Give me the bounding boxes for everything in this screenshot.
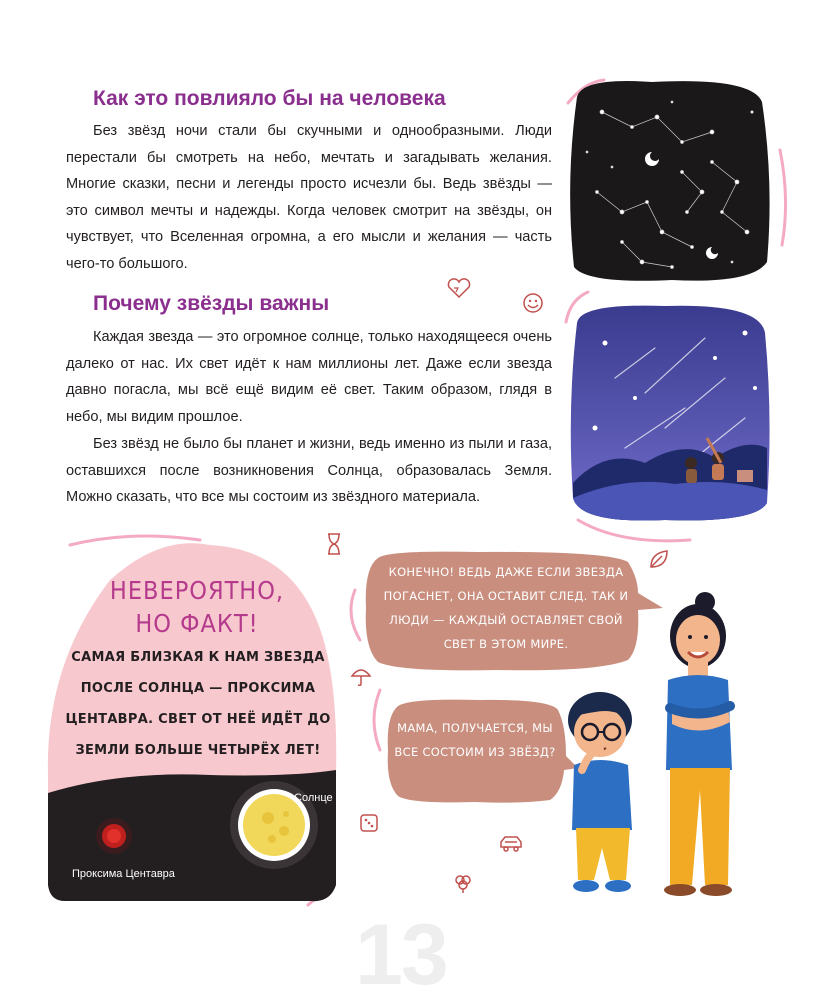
heart-doodle-icon [446,276,472,300]
car-icon [498,832,524,854]
paragraph-stars-and-life: Без звёзд не было бы планет и жизни, ведь именно из пыли и газа, оставшихся после возникновения Солнца, образовалась Земля. Можно сказать, что все мы состоим из звёздного материала. [66,436,552,505]
clover-icon [452,872,474,894]
sun-label: Солнце [294,792,333,804]
fact-title-line1: НЕВЕРОЯТНО, [109,576,285,605]
smiley-icon [522,292,544,314]
mother-speech-text: КОНЕЧНО! ВЕДЬ ДАЖЕ ЕСЛИ ЗВЕЗДА ПОГАСНЕТ, ОНА ОСТАВИТ СЛЕД. ТАК И ЛЮДИ — КАЖДЫЙ ОСТАВЛЯЕТ СВОЙ СВЕТ В ЭТОМ МИРЕ. [383,565,629,651]
child-speech-text: МАМА, ПОЛУЧАЕТСЯ, МЫ ВСЕ СОСТОИМ ИЗ ЗВЁЗД? [394,721,556,759]
proxima-label: Проксима Центавра [72,868,175,880]
heading-how-it-affects: Как это повлияло бы на человека [93,87,446,110]
paragraph-how-it-affects: Без звёзд ночи стали бы скучными и однообразными. Люди перестали бы смотреть на небо, мечтать и загадывать желания. Многие сказки, песни и легенды просто исчезли бы. Ведь звёзды — это символ мечты и надежды. Когда человек смотрит на звёзды, он чувствует, что Вселенная огромна, а его мысли и желания — часть чего-то большого. [66,123,552,272]
shooting-stars-illustration [565,298,775,528]
heading-why-stars-matter: Почему звёзды важны [93,292,330,315]
fact-title [52,574,342,640]
page-number: 13 [355,907,447,1003]
fact-text: САМАЯ БЛИЗКАЯ К НАМ ЗВЕЗДА ПОСЛЕ СОЛНЦА — ПРОКСИМА ЦЕНТАВРА. СВЕТ ОТ НЕЁ ИДЁТ ДО ЗЕМЛИ БОЛЬШЕ ЧЕТЫРЁХ ЛЕТ! [65,650,331,758]
mother-and-child-illustration [560,590,780,908]
paragraph-stars-are-suns: Каждая звезда — это огромное солнце, только находящееся очень далеко от нас. Их свет идёт к нам миллионы лет. Даже если звезда давно погасла, мы всё ещё видим её свет. Таким образом, глядя в небо, мы видим прошлое. [66,329,552,425]
fact-title-line2: НО ФАКТ! [135,609,259,638]
dice-icon [358,812,380,834]
constellation-illustration [562,72,777,288]
